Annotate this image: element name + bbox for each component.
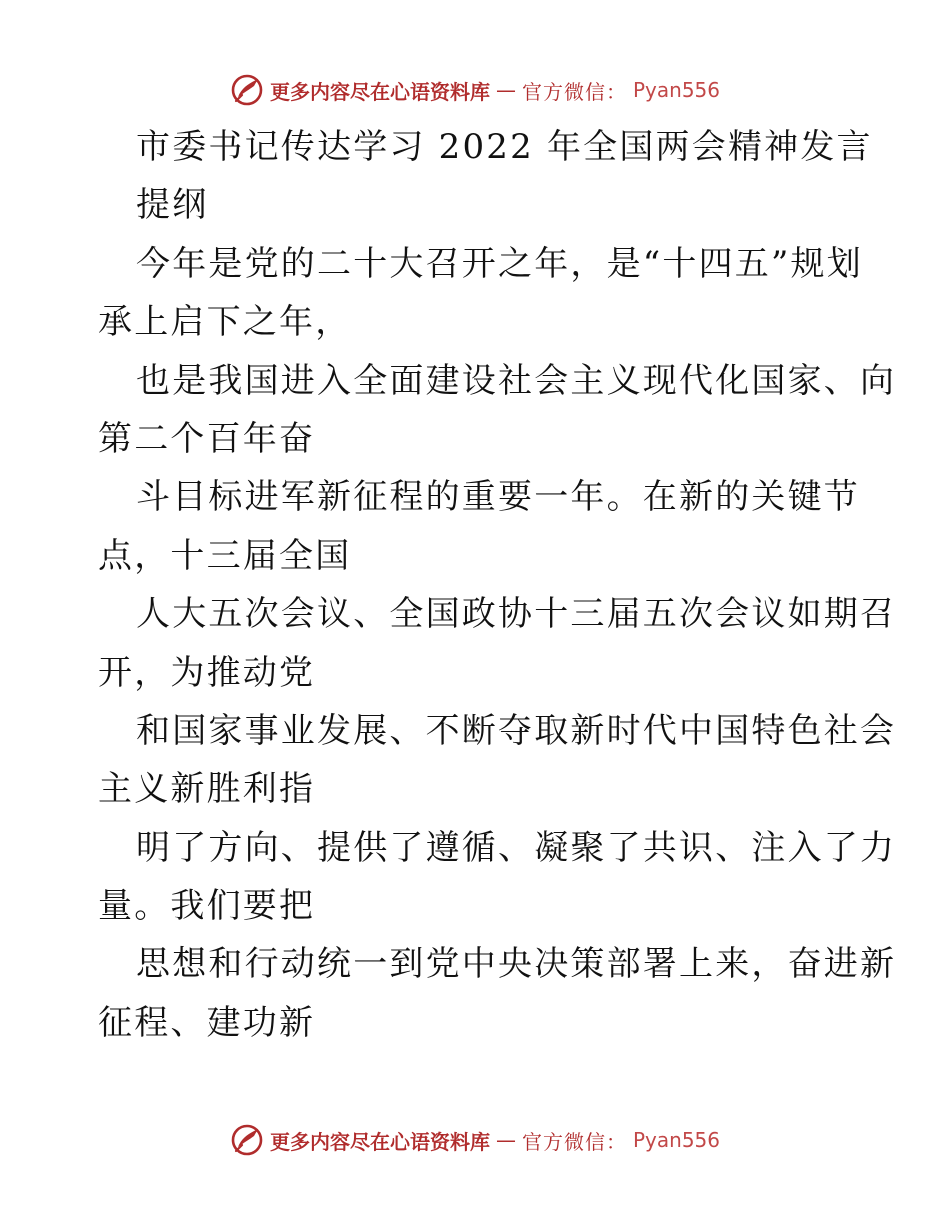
paragraph-line: 人大五次会议、全国政协十三届五次会议如期召: [136, 594, 897, 635]
banner-wechat-id: Pyan556: [632, 1128, 720, 1152]
banner-wechat-label: 官方微信：: [521, 1129, 627, 1154]
footer-banner: [0, 1120, 950, 1160]
paragraph-line: 主义新胜利指: [98, 769, 316, 810]
pen-logo-icon: [230, 1123, 264, 1157]
document-title-line-1: 市委书记传达学习 2022 年全国两会精神发言: [136, 127, 873, 167]
pen-logo-icon: [230, 73, 264, 107]
document-title-line-2: 提纲: [136, 185, 209, 226]
document-body: [98, 118, 897, 1052]
paragraph-line: 点，十三届全国: [98, 535, 352, 576]
paragraph-line: 开，为推动党: [98, 652, 316, 693]
banner-site-name: 更多内容尽在心语资料库: [269, 1129, 490, 1154]
paragraph-line: 也是我国进入全面建设社会主义现代化国家、向: [136, 360, 897, 401]
banner-dash: —: [495, 78, 516, 102]
banner-wechat-id: Pyan556: [632, 78, 720, 102]
header-banner: [0, 70, 950, 110]
paragraph-line: 量。我们要把: [98, 886, 316, 927]
banner-site-name: 更多内容尽在心语资料库: [269, 79, 490, 104]
banner-dash: —: [495, 1128, 516, 1152]
paragraph-line: 思想和行动统一到党中央决策部署上来，奋进新: [136, 944, 897, 985]
paragraph-line: 今年是党的二十大召开之年，是“十四五”规划: [136, 243, 863, 284]
paragraph-line: 和国家事业发展、不断夺取新时代中国特色社会: [136, 710, 897, 751]
paragraph-line: 征程、建功新: [98, 1002, 316, 1043]
paragraph-line: 承上启下之年，: [98, 302, 352, 343]
paragraph-line: 斗目标进军新征程的重要一年。在新的关键节: [136, 477, 860, 518]
paragraph-line: 第二个百年奋: [98, 418, 316, 459]
banner-wechat-label: 官方微信：: [521, 79, 627, 104]
paragraph-line: 明了方向、提供了遵循、凝聚了共识、注入了力: [136, 827, 897, 868]
